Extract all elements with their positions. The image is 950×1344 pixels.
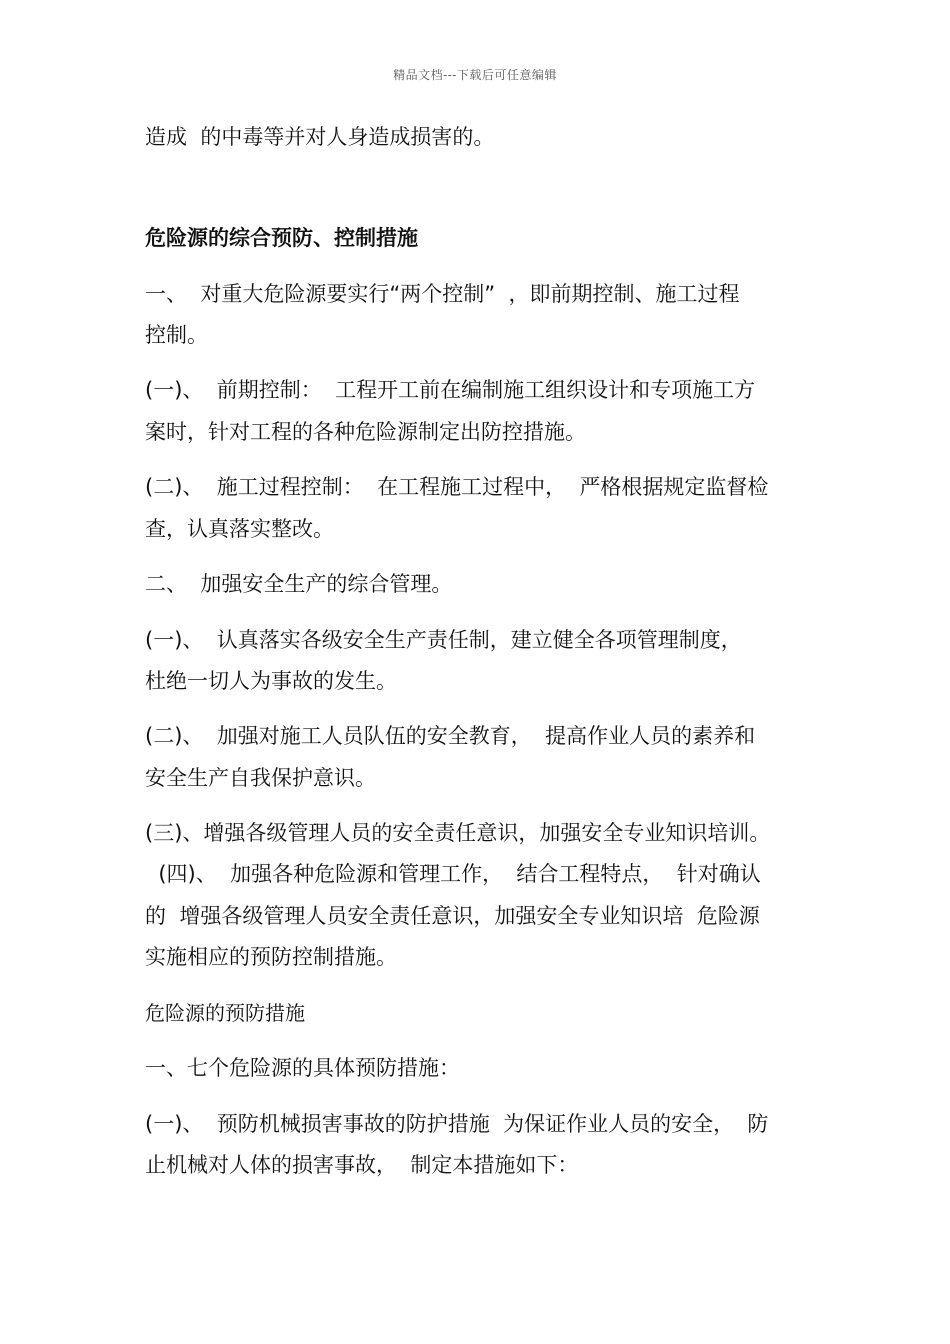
paragraph-line-10: (一)、 认真落实各级安全生产责任制，建立健全各项管理制度， — [145, 628, 742, 652]
paragraph-line-19: 一、七个危险源的具体预防措施： — [145, 1056, 460, 1080]
section-heading-prevention-measures: 危险源的预防措施 — [145, 1001, 305, 1025]
paragraph-line-7: (二)、 施工过程控制： 在工程施工过程中， 严格根据规定监督检 — [145, 475, 769, 499]
page-header: 精品文档---下载后可任意编辑 — [393, 68, 557, 82]
section-heading-comprehensive-prevention: 危险源的综合预防、控制措施 — [145, 226, 418, 250]
paragraph-line-13: 安全生产自我保护意识。 — [145, 766, 376, 790]
paragraph-line-20: (一)、 预防机械损害事故的防护措施 为保证作业人员的安全， 防 — [145, 1112, 769, 1136]
paragraph-line-8: 查，认真落实整改。 — [145, 517, 334, 541]
paragraph-line-16: 的 增强各级管理人员安全责任意识，加强安全专业知识培 危险源 — [145, 904, 760, 928]
paragraph-line-3: 一、 对重大危险源要实行“两个控制” ，即前期控制、施工过程 — [145, 282, 740, 306]
paragraph-line-9: 二、 加强安全生产的综合管理。 — [145, 572, 453, 596]
paragraph-line-4: 控制。 — [145, 323, 208, 347]
paragraph-line-6: 案时，针对工程的各种危险源制定出防控措施。 — [145, 420, 586, 444]
paragraph-line-15: (四)、 加强各种危险源和管理工作， 结合工程特点， 针对确认 — [145, 862, 761, 886]
paragraph-line-5: (一)、 前期控制： 工程开工前在编制施工组织设计和专项施工方 — [145, 378, 756, 402]
paragraph-line-12: (二)、 加强对施工人员队伍的安全教育， 提高作业人员的素养和 — [145, 724, 756, 748]
paragraph-line-14: (三)、增强各级管理人员的安全责任意识，加强安全专业知识培训。 — [145, 821, 771, 845]
paragraph-line-21: 止机械对人体的损害事故， 制定本措施如下： — [145, 1153, 579, 1177]
paragraph-line-17: 实施相应的预防控制措施。 — [145, 945, 397, 969]
paragraph-line-1: 造成 的中毒等并对人身造成损害的。 — [145, 125, 495, 149]
paragraph-line-11: 杜绝一切人为事故的发生。 — [145, 669, 397, 693]
